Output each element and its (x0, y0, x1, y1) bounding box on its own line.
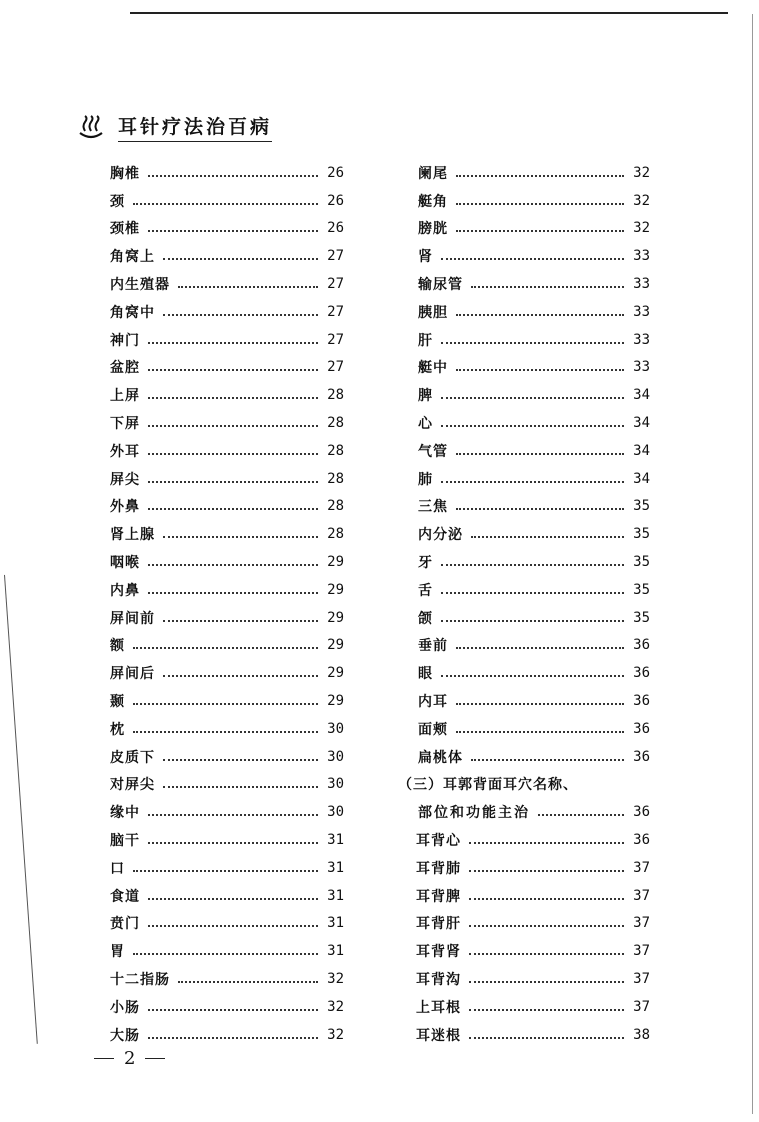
toc-entry (110, 548, 344, 576)
toc-leader-dots (456, 451, 624, 455)
toc-entry-name: 屏间后 (110, 666, 155, 683)
toc-leader-dots (469, 1007, 624, 1011)
toc-entry-page: 37 (633, 998, 650, 1015)
toc-entry-page: 34 (633, 415, 650, 432)
toc-entry (398, 465, 650, 493)
toc-entry-name: 部位和功能主治 (418, 805, 530, 822)
toc-entry-page: 28 (327, 470, 344, 487)
toc-entry (110, 242, 344, 270)
toc-entry-name: 枕 (110, 721, 125, 738)
toc-entry-page: 36 (633, 665, 650, 682)
toc-entry (398, 659, 650, 687)
toc-entry (398, 910, 650, 938)
toc-entry-page: 36 (633, 693, 650, 710)
toc-entry (110, 326, 344, 354)
toc-leader-dots (471, 534, 624, 538)
toc-entry-page: 29 (327, 637, 344, 654)
toc-entry-name: 皮质下 (110, 749, 155, 766)
toc-entry (110, 159, 344, 187)
toc-entry-name: 三焦 (418, 499, 448, 516)
toc-entry-name: 耳迷根 (416, 1027, 461, 1044)
toc-leader-dots (163, 534, 318, 538)
toc-entry-name: 神门 (110, 332, 140, 349)
toc-entry-name: 内分泌 (418, 527, 463, 544)
toc-entry-page: 30 (327, 804, 344, 821)
toc-entry-page: 31 (327, 915, 344, 932)
toc-entry-page: 32 (327, 1026, 344, 1043)
toc-leader-dots (469, 896, 624, 900)
toc-entry (398, 937, 650, 965)
toc-entry-name: 膀胱 (418, 221, 448, 238)
toc-leader-dots (456, 645, 624, 649)
toc-entry-name: 屏间前 (110, 610, 155, 627)
toc-leader-dots (133, 201, 318, 205)
toc-entry-page: 29 (327, 609, 344, 626)
toc-entry-page: 29 (327, 554, 344, 571)
toc-entry-name: 上耳根 (416, 999, 461, 1016)
toc-entry (110, 409, 344, 437)
toc-entry (398, 798, 650, 826)
toc-leader-dots (148, 840, 318, 844)
scan-edge-line-right (752, 14, 753, 1114)
toc-leader-dots (148, 479, 318, 483)
toc-leader-dots (441, 256, 624, 260)
toc-entry-name: 胃 (110, 944, 125, 961)
toc-entry-page: 34 (633, 470, 650, 487)
toc-leader-dots (133, 645, 318, 649)
toc-leader-dots (456, 173, 624, 177)
toc-entry (398, 854, 650, 882)
toc-entry-name: 耳背肾 (416, 944, 461, 961)
toc-entry-name: 颌 (418, 610, 433, 627)
toc-entry-page: 30 (327, 720, 344, 737)
toc-entry-name: 扁桃体 (418, 749, 463, 766)
toc-entry (110, 882, 344, 910)
toc-leader-dots (471, 757, 624, 761)
toc-leader-dots (148, 423, 318, 427)
toc-entry (398, 1021, 650, 1049)
toc-entry-page: 37 (633, 943, 650, 960)
toc-left-column (110, 159, 344, 1049)
toc-entry-page: 37 (633, 915, 650, 932)
toc-leader-dots (456, 701, 624, 705)
toc-entry-page: 36 (633, 720, 650, 737)
toc-leader-dots (133, 951, 318, 955)
toc-entry-name: 艇中 (418, 360, 448, 377)
toc-leader-dots (148, 562, 318, 566)
toc-entry (110, 187, 344, 215)
toc-leader-dots (148, 228, 318, 232)
toc-entry-name: 输尿管 (418, 277, 463, 294)
toc-leader-dots (148, 1035, 318, 1039)
toc-leader-dots (178, 979, 318, 983)
toc-leader-dots (163, 757, 318, 761)
toc-entry (398, 270, 650, 298)
toc-entry-page: 27 (327, 331, 344, 348)
toc-leader-dots (441, 479, 624, 483)
toc-entry-name: 咽喉 (110, 555, 140, 572)
toc-entry-page: 33 (633, 359, 650, 376)
toc-leader-dots (133, 701, 318, 705)
toc-entry (110, 215, 344, 243)
toc-entry-page: 29 (327, 581, 344, 598)
toc-leader-dots (178, 284, 318, 288)
toc-leader-dots (163, 256, 318, 260)
toc-entry-page: 32 (633, 192, 650, 209)
toc-entry (398, 548, 650, 576)
toc-entry-name: 上屏 (110, 388, 140, 405)
toc-entry (110, 659, 344, 687)
toc-entry-name: 胸椎 (110, 165, 140, 182)
toc-entry (398, 326, 650, 354)
toc-entry (110, 826, 344, 854)
toc-entry-name: 舌 (418, 582, 433, 599)
toc-leader-dots (441, 423, 624, 427)
toc-entry (398, 437, 650, 465)
toc-entry-page: 33 (633, 331, 650, 348)
toc-right-column (398, 159, 650, 1049)
toc-entry-name: 外鼻 (110, 499, 140, 516)
toc-entry-page: 32 (327, 998, 344, 1015)
toc-entry-name: 口 (110, 860, 125, 877)
toc-entry-name: 内生殖器 (110, 277, 170, 294)
toc-entry-page: 38 (633, 1026, 650, 1043)
toc-entry (110, 854, 344, 882)
toc-entry-page: 35 (633, 498, 650, 515)
toc-entry-name: 耳背心 (416, 833, 461, 850)
toc-leader-dots (471, 284, 624, 288)
toc-entry (398, 715, 650, 743)
toc-leader-dots (456, 506, 624, 510)
toc-entry-name: 脑干 (110, 833, 140, 850)
toc-entry (398, 242, 650, 270)
toc-entry (398, 965, 650, 993)
toc-entry-name: 心 (418, 416, 433, 433)
toc-entry-page: 28 (327, 526, 344, 543)
toc-leader-dots (441, 618, 624, 622)
toc-entry-page: 35 (633, 554, 650, 571)
toc-entry-page: 36 (633, 637, 650, 654)
toc-leader-dots (456, 312, 624, 316)
toc-entry-page: 35 (633, 609, 650, 626)
toc-entry-name: 食道 (110, 888, 140, 905)
toc-entry (110, 298, 344, 326)
toc-entry-name: （三）耳郭背面耳穴名称、 (398, 777, 578, 794)
toc-entry-page: 30 (327, 748, 344, 765)
toc-entry (110, 1021, 344, 1049)
toc-entry (110, 937, 344, 965)
toc-leader-dots (163, 618, 318, 622)
toc-entry-page: 31 (327, 859, 344, 876)
toc-entry-name: 颈椎 (110, 221, 140, 238)
toc-leader-dots (163, 312, 318, 316)
toc-leader-dots (441, 395, 624, 399)
toc-entry-name: 肝 (418, 332, 433, 349)
toc-entry-page: 33 (633, 248, 650, 265)
toc-leader-dots (148, 367, 318, 371)
toc-leader-dots (148, 923, 318, 927)
toc-entry-page: 35 (633, 526, 650, 543)
toc-leader-dots (148, 1007, 318, 1011)
toc-entry-page: 37 (633, 887, 650, 904)
toc-entry-page: 34 (633, 387, 650, 404)
toc-entry-name: 艇角 (418, 193, 448, 210)
toc-leader-dots (469, 951, 624, 955)
toc-entry (110, 965, 344, 993)
toc-entry-name: 阑尾 (418, 165, 448, 182)
toc-leader-dots (148, 173, 318, 177)
toc-entry-page: 26 (327, 164, 344, 181)
toc-entry-page: 32 (327, 971, 344, 987)
toc-entry-page: 33 (633, 303, 650, 320)
toc-leader-dots (163, 784, 318, 788)
toc-entry (398, 409, 650, 437)
toc-leader-dots (148, 812, 318, 816)
toc-entry (110, 687, 344, 715)
toc-leader-dots (441, 673, 624, 677)
toc-entry-name: 外耳 (110, 443, 140, 460)
toc-entry-name: 脾 (418, 388, 433, 405)
toc-leader-dots (148, 395, 318, 399)
toc-entry-name: 下屏 (110, 416, 140, 433)
page-number: 2 (124, 1048, 136, 1069)
toc-entry (398, 493, 650, 521)
toc-leader-dots (163, 673, 318, 677)
toc-entry-page: 34 (633, 442, 650, 459)
toc-entry-name: 贲门 (110, 916, 140, 933)
toc-entry-name: 牙 (418, 555, 433, 572)
toc-leader-dots (456, 228, 624, 232)
toc-entry-name: 内耳 (418, 694, 448, 711)
toc-entry (398, 298, 650, 326)
toc-entry (110, 576, 344, 604)
toc-entry-page: 28 (327, 415, 344, 432)
toc-leader-dots (441, 562, 624, 566)
toc-entry-page: 32 (633, 220, 650, 237)
toc-entry (398, 215, 650, 243)
toc-leader-dots (469, 923, 624, 927)
toc-leader-dots (469, 868, 624, 872)
toc-entry (110, 743, 344, 771)
page-footer (84, 1048, 175, 1069)
toc-entry (398, 187, 650, 215)
steam-waves-icon (78, 115, 104, 139)
toc-leader-dots (148, 896, 318, 900)
toc-entry (398, 632, 650, 660)
toc-entry-name: 缘中 (110, 805, 140, 822)
toc-entry-name: 颈 (110, 193, 125, 210)
toc-entry-name: 眼 (418, 666, 433, 683)
toc-entry-name: 额 (110, 638, 125, 655)
toc-entry-name: 胰胆 (418, 304, 448, 321)
toc-entry-page: 30 (327, 776, 344, 793)
toc-entry (110, 381, 344, 409)
toc-entry-page: 27 (327, 276, 344, 293)
footer-dash-left (94, 1058, 114, 1059)
toc-entry-page: 37 (633, 859, 650, 876)
book-title: 耳针疗法治百病 (118, 112, 272, 142)
toc-entry-name: 肺 (418, 471, 433, 488)
scan-edge-line (4, 575, 38, 1044)
toc-entry-page: 29 (327, 693, 344, 710)
toc-entry-page: 28 (327, 387, 344, 404)
toc-entry-page: 28 (327, 498, 344, 515)
toc-entry-page: 31 (327, 943, 344, 960)
toc-entry (110, 520, 344, 548)
toc-leader-dots (148, 451, 318, 455)
running-header (78, 112, 272, 142)
toc-leader-dots (469, 840, 624, 844)
toc-entry-name: 颞 (110, 694, 125, 711)
toc-entry-name: 角窝上 (110, 249, 155, 266)
toc-entry (398, 520, 650, 548)
toc-entry-name: 屏尖 (110, 471, 140, 488)
toc-entry (110, 910, 344, 938)
toc-leader-dots (148, 506, 318, 510)
toc-entry-page: 33 (633, 276, 650, 293)
toc-entry-name: 耳背沟 (416, 972, 461, 988)
toc-leader-dots (133, 729, 318, 733)
toc-entry (110, 715, 344, 743)
toc-entry-name: 小肠 (110, 999, 140, 1016)
toc-entry (398, 604, 650, 632)
toc-entry (110, 798, 344, 826)
toc-entry-page: 31 (327, 832, 344, 849)
toc-entry (398, 687, 650, 715)
toc-entry-name: 内鼻 (110, 582, 140, 599)
toc-leader-dots (456, 201, 624, 205)
toc-entry (110, 771, 344, 799)
toc-entry-page: 31 (327, 887, 344, 904)
toc-leader-dots (456, 729, 624, 733)
toc-entry-name: 面颊 (418, 721, 448, 738)
toc-entry (398, 826, 650, 854)
toc-entry-name: 对屏尖 (110, 777, 155, 794)
toc-entry-name: 耳背肺 (416, 860, 461, 877)
toc-entry-page: 26 (327, 192, 344, 209)
toc-entry-page: 37 (633, 971, 650, 987)
top-rule (130, 12, 728, 14)
toc-entry (398, 576, 650, 604)
toc-entry (110, 465, 344, 493)
toc-entry (110, 604, 344, 632)
toc-entry (110, 437, 344, 465)
toc-entry (398, 354, 650, 382)
toc-entry (110, 493, 344, 521)
toc-leader-dots (538, 812, 624, 816)
toc-entry (398, 882, 650, 910)
toc-leader-dots (469, 979, 624, 983)
toc-entry-name: 大肠 (110, 1027, 140, 1044)
toc-entry-page: 36 (633, 748, 650, 765)
toc-entry-page: 35 (633, 581, 650, 598)
toc-entry-page: 26 (327, 220, 344, 237)
toc-entry (110, 270, 344, 298)
toc-entry (110, 993, 344, 1021)
toc-entry-page: 27 (327, 359, 344, 376)
toc-entry-page: 36 (633, 804, 650, 821)
toc-entry-name: 耳背肝 (416, 916, 461, 933)
toc-entry-page: 32 (633, 164, 650, 181)
toc-entry (398, 743, 650, 771)
toc-leader-dots (469, 1035, 624, 1039)
toc-entry (398, 381, 650, 409)
toc-entry-page: 27 (327, 248, 344, 265)
toc-entry-page: 28 (327, 442, 344, 459)
toc-entry-name: 盆腔 (110, 360, 140, 377)
toc-entry-name: 十二指肠 (110, 972, 170, 988)
toc-leader-dots (148, 590, 318, 594)
toc-entry-name: 耳背脾 (416, 888, 461, 905)
toc-entry (398, 771, 650, 799)
toc-leader-dots (456, 367, 624, 371)
toc-leader-dots (441, 590, 624, 594)
toc-entry (110, 354, 344, 382)
toc-leader-dots (133, 868, 318, 872)
toc-entry (110, 632, 344, 660)
toc-entry-page: 36 (633, 832, 650, 849)
toc-entry (398, 159, 650, 187)
toc-entry-name: 垂前 (418, 638, 448, 655)
toc-leader-dots (441, 340, 624, 344)
toc-entry-name: 肾 (418, 249, 433, 266)
toc-entry-page: 29 (327, 665, 344, 682)
toc-entry-name: 角窝中 (110, 304, 155, 321)
toc-entry-name: 气管 (418, 443, 448, 460)
footer-dash-right (145, 1058, 165, 1059)
toc-entry (398, 993, 650, 1021)
toc-entry-page: 27 (327, 303, 344, 320)
toc-leader-dots (148, 340, 318, 344)
toc-entry-name: 肾上腺 (110, 527, 155, 544)
